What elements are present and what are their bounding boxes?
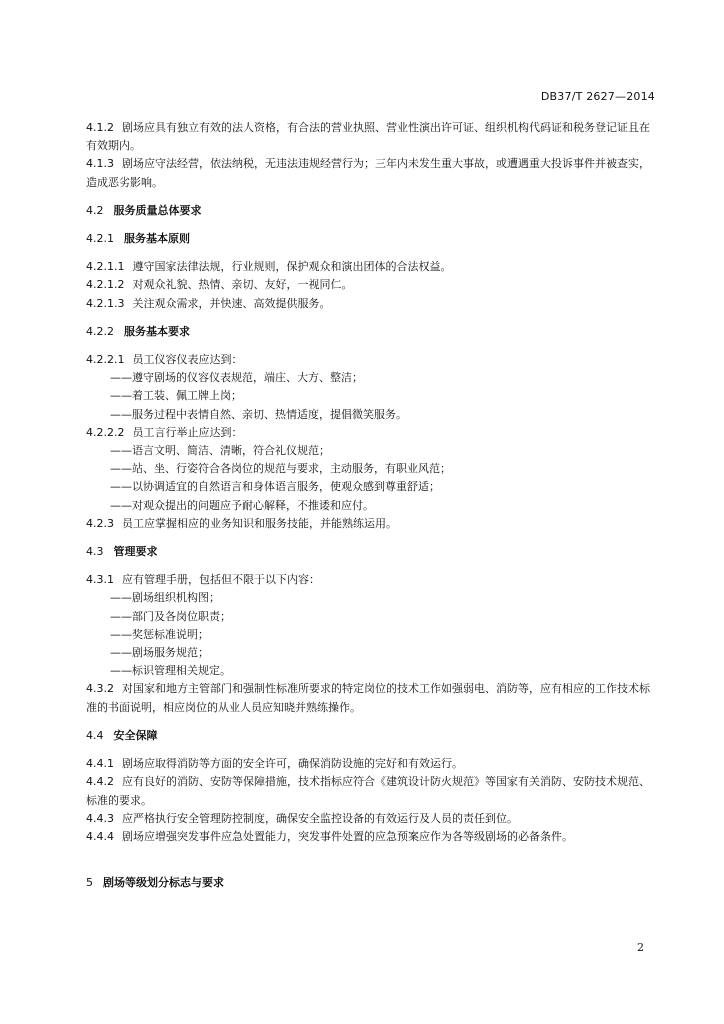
clause-text: 剧场应取得消防等方面的安全许可，确保消防设施的完好和有效运行。 (122, 757, 463, 771)
heading-text: 安全保障 (113, 728, 158, 742)
page-number: 2 (637, 941, 644, 954)
list-item: ——着工装、佩工牌上岗； (110, 389, 242, 403)
heading-text: 管理要求 (113, 545, 158, 559)
list-item: ——遵守剧场的仪容仪表规范，端庄、大方、整洁； (110, 371, 363, 385)
list-item: ——奖惩标准说明； (110, 627, 209, 641)
document-body (86, 119, 656, 892)
clause-4-2-2-2 (86, 424, 656, 442)
clause-4-2-2-1 (86, 351, 656, 369)
clause-4-4-2 (86, 773, 656, 809)
clause-text: 员工应掌握相应的业务知识和服务技能，并能熟练运用。 (122, 516, 397, 530)
list-item: ——剧场组织机构图； (110, 591, 220, 605)
heading-text: 剧场等级划分标志与要求 (103, 876, 224, 890)
section-heading-4-3 (86, 543, 656, 561)
heading-text: 服务基本要求 (124, 324, 190, 338)
clause-number: 4.2.1.1 (86, 260, 125, 274)
heading-text: 服务基本原则 (124, 232, 190, 246)
section-heading-4-2 (86, 202, 656, 220)
clause-number: 4.2.2.2 (86, 425, 125, 439)
heading-number: 4.2 (86, 203, 104, 217)
clause-text: 剧场应守法经营，依法纳税，无违法违规经营行为；三年内未发生重大事故，或遭遇重大投诉事件并被查实，造成恶劣影响。 (86, 157, 650, 189)
list-item: ——以协调适宜的自然语言和身体语言服务，使观众感到尊重舒适； (110, 480, 440, 494)
list-item: ——对观众提出的问题应予耐心解释，不推诿和应付。 (110, 498, 374, 512)
clause-4-2-1-1 (86, 258, 656, 276)
clause-4-1-2 (86, 119, 656, 155)
heading-text: 服务质量总体要求 (113, 203, 202, 217)
clause-number: 4.3.2 (86, 682, 114, 696)
clause-number: 4.4.1 (86, 757, 114, 771)
clause-text: 剧场应增强突发事件应急处置能力，突发事件处置的应急预案应作为各等级剧场的必备条件。 (122, 829, 573, 843)
clause-text: 员工仪容仪表应达到： (132, 353, 243, 367)
clause-number: 4.2.1.3 (86, 296, 125, 310)
clause-4-4-1 (86, 755, 656, 773)
clause-4-4-4 (86, 828, 656, 846)
clause-4-2-1-3 (86, 295, 656, 313)
clause-text: 应严格执行安全管理防控制度，确保安全监控设备的有效运行及人员的责任到位。 (122, 811, 518, 825)
list-item: ——服务过程中表情自然、亲切、热情适度，提倡微笑服务。 (110, 407, 407, 421)
clause-text: 应有良好的消防、安防等保障措施，技术指标应符合《建筑设计防火规范》等国家有关消防、安防技术规范、标准的要求。 (86, 775, 650, 807)
clause-number: 4.3.1 (86, 573, 114, 587)
clause-4-3-1 (86, 571, 656, 589)
section-heading-4-2-2 (86, 323, 656, 341)
list-item: ——剧场服务规范； (110, 646, 209, 660)
clause-text: 员工言行举止应达到： (132, 425, 243, 439)
list-item: ——语言文明、简洁、清晰，符合礼仪规范； (110, 444, 330, 458)
chapter-heading-5 (86, 874, 656, 892)
clause-number: 4.4.3 (86, 811, 114, 825)
clause-number: 4.2.2.1 (86, 353, 125, 367)
clause-text: 关注观众需求，并快速、高效提供服务。 (132, 296, 331, 310)
clause-4-3-2 (86, 680, 656, 716)
list-item: ——部门及各岗位职责； (110, 609, 231, 623)
heading-number: 4.3 (86, 545, 104, 559)
clause-number: 4.1.3 (86, 157, 114, 171)
clause-number: 4.2.3 (86, 516, 114, 530)
clause-text: 对观众礼貌、热情、亲切、友好，一视同仁。 (132, 278, 353, 292)
clause-4-1-3 (86, 155, 656, 191)
clause-4-4-3 (86, 810, 656, 828)
clause-text: 剧场应具有独立有效的法人资格，有合法的营业执照、营业性演出许可证、组织机构代码证和税务登记证且在有效期内。 (86, 121, 650, 153)
section-heading-4-4 (86, 727, 656, 745)
clause-number: 4.4.4 (86, 829, 114, 843)
section-heading-4-2-1 (86, 230, 656, 248)
clause-text: 遵守国家法律法规，行业规则，保护观众和演出团体的合法权益。 (132, 260, 452, 274)
document-id: DB37/T 2627—2014 (540, 90, 655, 103)
heading-number: 4.2.1 (86, 232, 114, 246)
clause-text: 应有管理手册，包括但不限于以下内容： (122, 573, 320, 587)
clause-number: 4.2.1.2 (86, 278, 125, 292)
heading-number: 4.2.2 (86, 324, 114, 338)
heading-number: 4.4 (86, 728, 104, 742)
clause-number: 4.1.2 (86, 121, 114, 134)
list-item: ——站、坐、行姿符合各岗位的规范与要求，主动服务，有职业风范； (110, 462, 451, 476)
clause-number: 4.4.2 (86, 775, 114, 789)
clause-4-2-1-2 (86, 276, 656, 294)
heading-number: 5 (86, 876, 93, 890)
clause-text: 对国家和地方主管部门和强制性标准所要求的特定岗位的技术工作如强弱电、消防等，应有相应的工作技术标准的书面说明，相应岗位的从业人员应知晓并熟练操作。 (86, 682, 650, 714)
list-item: ——标识管理相关规定。 (110, 664, 231, 678)
clause-4-2-3 (86, 515, 656, 533)
